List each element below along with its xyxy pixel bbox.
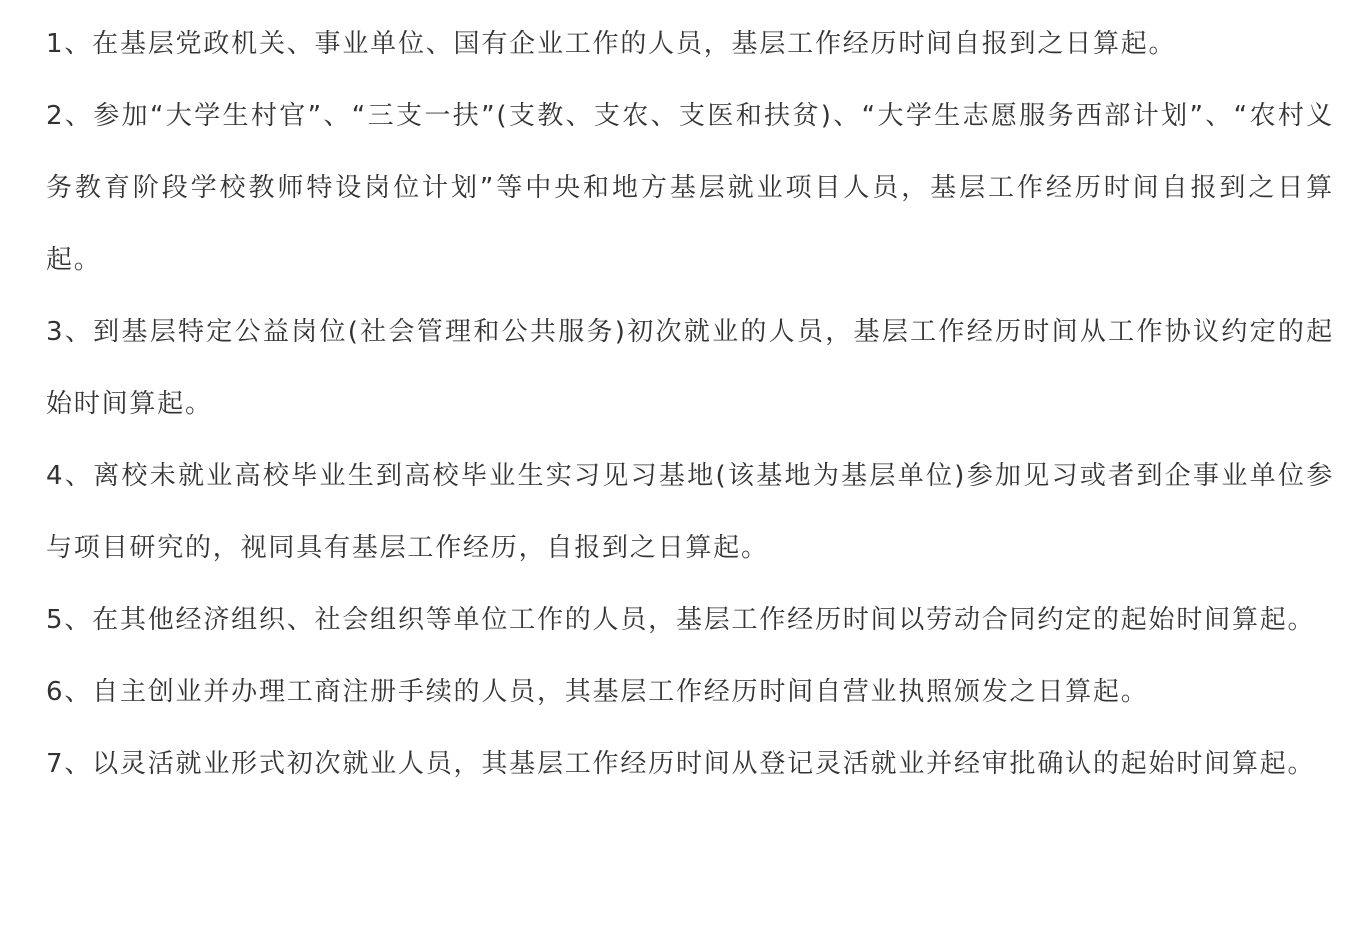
- list-item-2: 2、参加“大学生村官”、“三支一扶”(支教、支农、支医和扶贫)、“大学生志愿服务西部计划”、“农村义务教育阶段学校教师特设岗位计划”等中央和地方基层就业项目人员，基层工作经历时间自报到之日算起。: [46, 101, 1334, 275]
- list-item-1: 1、在基层党政机关、事业单位、国有企业工作的人员，基层工作经历时间自报到之日算起。: [46, 29, 1177, 59]
- list-item-4: 4、离校未就业高校毕业生到高校毕业生实习见习基地(该基地为基层单位)参加见习或者到企事业单位参与项目研究的，视同具有基层工作经历，自报到之日算起。: [46, 461, 1334, 563]
- list-item-7: 7、以灵活就业形式初次就业人员，其基层工作经历时间从登记灵活就业并经审批确认的起始时间算起。: [46, 749, 1316, 779]
- list-item-6: 6、自主创业并办理工商注册手续的人员，其基层工作经历时间自营业执照颁发之日算起。: [46, 677, 1149, 707]
- list-item-5: 5、在其他经济组织、社会组织等单位工作的人员，基层工作经历时间以劳动合同约定的起始时间算起。: [46, 605, 1316, 635]
- list-item-3: 3、到基层特定公益岗位(社会管理和公共服务)初次就业的人员，基层工作经历时间从工作协议约定的起始时间算起。: [46, 317, 1334, 419]
